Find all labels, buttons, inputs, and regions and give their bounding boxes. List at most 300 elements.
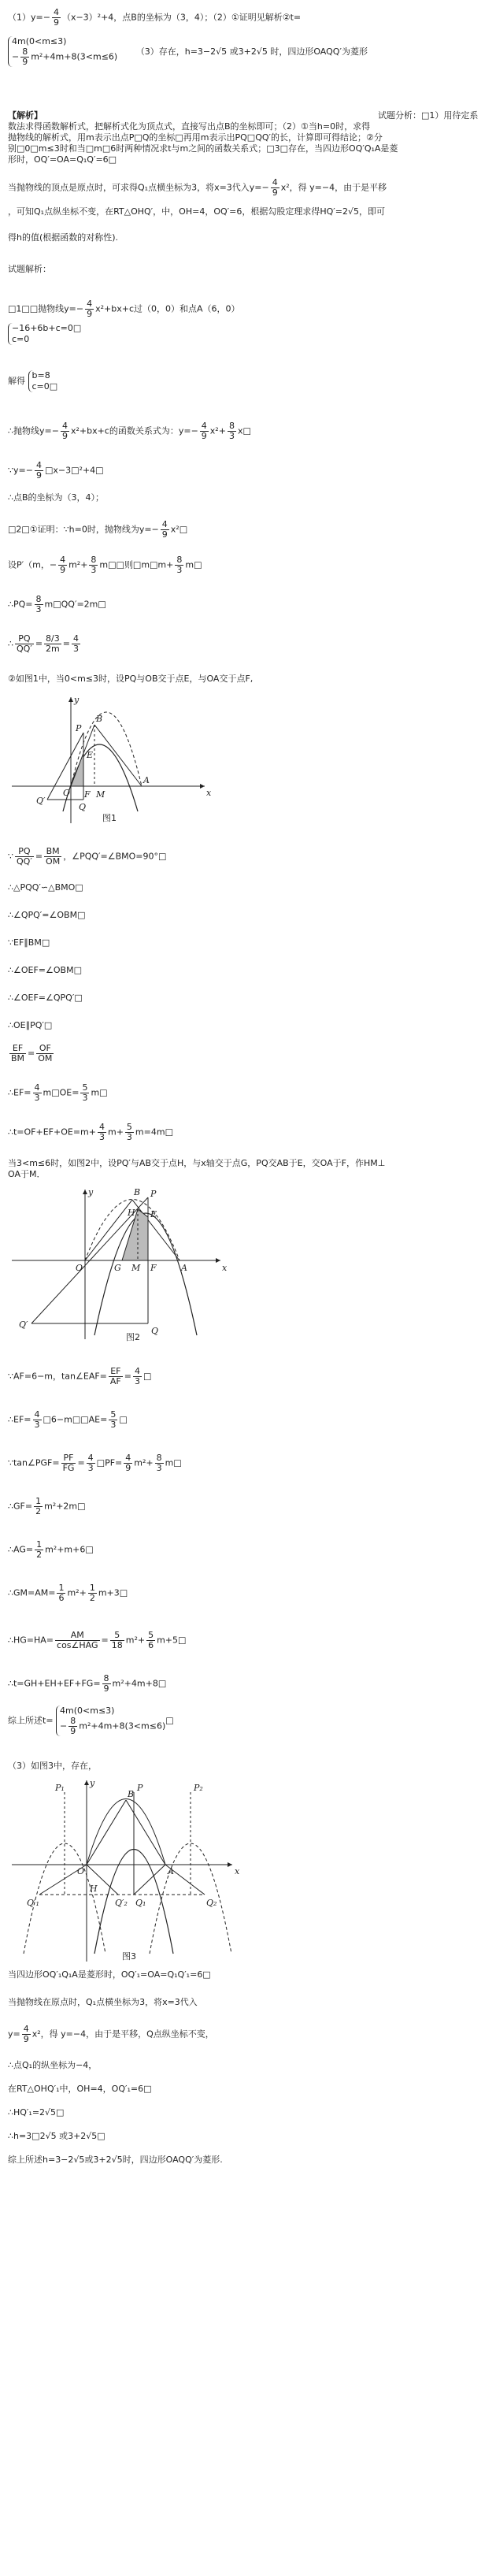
denominator: 18 (111, 1640, 123, 1650)
denominator: 9 (60, 565, 66, 575)
label-x: x (235, 1866, 240, 1876)
label-x: x (206, 788, 212, 798)
numerator: PQ (15, 634, 34, 644)
fraction (35, 1540, 43, 1560)
denominator: 3 (72, 644, 79, 654)
denominator: 2m (46, 644, 60, 654)
answer-line-1 (8, 8, 301, 28)
fraction (161, 520, 169, 540)
sol-text: x²+bx+c过（0，0）和点A（6，0） (95, 303, 240, 314)
case-2: m²+4m+8(3<m≤6) (79, 1720, 166, 1732)
denominator: 2 (89, 1593, 95, 1603)
fraction (58, 555, 67, 575)
denominator: 3 (156, 1463, 162, 1473)
numerator: BM (44, 847, 61, 857)
denominator: 9 (35, 470, 42, 481)
fraction (89, 555, 98, 575)
sol-text: m+5□ (157, 1635, 187, 1646)
piecewise-brace (8, 36, 117, 67)
analysis-line-7 (8, 206, 385, 217)
eq: c=0□ (31, 381, 58, 392)
label-q-prime: Q′ (36, 796, 46, 806)
label-o: O (63, 788, 71, 798)
sol-text: ∵tan∠PGF= (8, 1457, 60, 1468)
sol-text: 综上所述t= (8, 1715, 54, 1726)
numerator: OF (36, 1044, 54, 1054)
numerator: 8 (103, 1673, 109, 1683)
shaded-triangle (71, 753, 83, 786)
segment-ba (126, 1800, 165, 1865)
fraction (72, 634, 80, 654)
parabola-main (87, 1799, 165, 1865)
solution-label (8, 264, 51, 275)
eq: b=8 (31, 370, 50, 380)
sol-text: 综上所述h=3−2√5或3+2√5时，四边形OAQQ′为菱形. (8, 2155, 223, 2165)
sol-text: ∴HG=HA= (8, 1635, 54, 1646)
denominator: 3 (98, 1132, 105, 1142)
denominator: 9 (125, 1463, 131, 1473)
x-arrow (200, 784, 205, 789)
eq: c=0 (12, 334, 30, 344)
sol-text: □ (165, 1715, 174, 1726)
fraction (85, 299, 94, 319)
sol-text: 解得 (8, 376, 25, 386)
label-o: O (77, 1866, 85, 1876)
sol-text: m²+2m□ (44, 1501, 86, 1512)
denominator: 3 (134, 1376, 140, 1386)
sol-step-4 (8, 461, 103, 481)
label-q1: Q₁ (135, 1898, 146, 1908)
fraction (271, 178, 279, 198)
sol-text: m□ (185, 559, 202, 570)
analysis-line-6 (8, 178, 387, 198)
sol-step-15 (8, 965, 82, 976)
label-q-prime: Q′ (19, 1320, 28, 1330)
segment-aq1 (134, 1865, 165, 1895)
denominator: FG (62, 1463, 75, 1473)
numerator: 4 (34, 1409, 40, 1420)
sol-text: m□OE= (43, 1087, 80, 1098)
analysis-line-3 (8, 132, 383, 143)
case-1: 4m(0<m≤3) (12, 36, 67, 46)
denominator: 9 (53, 17, 59, 28)
sol-text: m□QQ′=2m□ (44, 599, 106, 610)
fraction (110, 1631, 124, 1650)
analysis-line-8 (8, 232, 118, 243)
sol-text: = (35, 851, 43, 862)
numerator: 4 (35, 460, 42, 470)
figure-1-caption: 图1 (102, 813, 117, 823)
label-q2: Q₂ (206, 1898, 217, 1908)
analysis-text: 形时，OQ′=OA=Q₁Q′=6□ (8, 154, 117, 165)
fraction (15, 634, 34, 654)
label-f: F (150, 1263, 157, 1273)
label-p1: P₁ (55, 1783, 65, 1793)
analysis-text: 得h的值(根据函数的对称性). (8, 232, 119, 243)
sol-text: ∴点B的坐标为（3，4）； (8, 492, 105, 503)
sol-text: ∴EF= (8, 1414, 31, 1425)
sol-step-26 (8, 1540, 94, 1560)
denominator: 9 (23, 2034, 29, 2044)
denominator: 2 (35, 1506, 42, 1516)
fraction (55, 1631, 100, 1650)
fraction (124, 1453, 132, 1473)
numerator: 8 (176, 555, 183, 565)
sol-text: ∵ (8, 851, 13, 862)
sol-text: ∴点Q₁的纵坐标为−4， (8, 2060, 98, 2070)
y-arrow (83, 1190, 87, 1194)
denominator: OM (46, 856, 61, 867)
fraction (133, 1367, 142, 1386)
denominator: 9 (201, 431, 207, 441)
fraction (102, 1674, 111, 1694)
sol-system-2 (8, 370, 57, 392)
x-arrow (216, 1258, 220, 1263)
numerator: PQ (15, 847, 34, 857)
fraction (20, 47, 29, 67)
denominator: QQ′ (17, 644, 32, 654)
sol-step-22 (8, 1367, 151, 1386)
fraction (88, 1583, 97, 1603)
numerator: 8 (228, 421, 235, 431)
sol-text: = (28, 1048, 35, 1059)
label-a: A (168, 1866, 174, 1876)
label-a: A (143, 775, 150, 785)
answer-text: （x−3）²+4，点B的坐标为（3，4）；（2）①证明见解析②t= (61, 12, 302, 23)
label-f: F (84, 789, 91, 800)
sol-text: ∵AF=6−m，tan∠EAF= (8, 1371, 107, 1382)
sol-step-10 (8, 674, 253, 685)
label-q2-prime: Q′₂ (115, 1898, 128, 1908)
sol-step-13 (8, 910, 85, 921)
figure-2 (8, 1186, 260, 1346)
sol-text: m□ (165, 1457, 182, 1468)
denominator: 3 (35, 604, 42, 614)
fraction (61, 421, 69, 441)
figure-1 (8, 693, 244, 830)
label-b: B (96, 714, 103, 724)
sol-text: m²+ (125, 1635, 146, 1646)
analysis-line-5 (8, 154, 117, 165)
label-y: y (90, 1778, 95, 1788)
fraction (175, 555, 183, 575)
system-brace (8, 323, 81, 345)
numerator: 8 (35, 594, 42, 604)
sol-step-37 (8, 2107, 64, 2118)
numerator: 4 (125, 1453, 131, 1463)
sol-text: ∴抛物线y=− (8, 425, 59, 436)
fraction (33, 1083, 42, 1103)
denominator: 3 (91, 565, 97, 575)
sol-text: ∴t=OF+EF+OE=m+ (8, 1127, 96, 1138)
sol-text: m□□则□m□m+ (99, 559, 174, 570)
sol-text: □6−m□□AE= (43, 1414, 108, 1425)
analysis-text: 当抛物线的顶点是原点时，可求得Q₁点横坐标为3，将x=3代入y=− (8, 182, 269, 193)
denominator: 3 (176, 565, 183, 575)
numerator: 4 (34, 1082, 40, 1093)
label-a: A (181, 1263, 187, 1273)
answer-part-3: （3）存在，h=3−2√5 或3+2√5 时，四边形OAQQ′为菱形 (135, 46, 368, 57)
denominator: QQ′ (17, 856, 32, 867)
sol-text: 当3<m≤6时，如图2中，设PQ′与AB交于点H，与x轴交于点G，PQ交AB于E，交OA于F，作HM⊥ (8, 1158, 386, 1168)
numerator: 1 (89, 1583, 95, 1593)
sol-step-5 (8, 492, 104, 503)
sol-text: ∴HQ′₁=2√5□ (8, 2107, 65, 2118)
sol-step-1 (8, 299, 240, 319)
answer-piecewise (8, 36, 368, 67)
numerator: 5 (126, 1122, 132, 1132)
sol-text: 在RT△OHQ′₁中，OH=4，OQ′₁=6□ (8, 2084, 152, 2094)
sol-text: = (62, 638, 70, 649)
sol-text: ∵y=− (8, 465, 33, 476)
denominator: 9 (103, 1683, 109, 1694)
sol-text: m²+ (68, 559, 88, 570)
fraction (34, 1497, 43, 1516)
denominator: 3 (126, 1132, 132, 1142)
y-arrow (84, 1780, 89, 1785)
label-b: B (128, 1789, 135, 1799)
numerator: 5 (110, 1631, 124, 1641)
numerator: 4 (61, 421, 68, 431)
sol-step-21b (8, 1169, 45, 1180)
label-o: O (76, 1263, 83, 1273)
fraction (44, 634, 61, 654)
sol-step-25 (8, 1497, 86, 1516)
sol-text: = (35, 638, 43, 649)
sol-step-29 (8, 1674, 166, 1694)
sol-text: □1□□抛物线y=− (8, 303, 84, 314)
sol-text: 设P′（m，− (8, 559, 57, 570)
numerator: 8 (22, 46, 28, 57)
sol-text: m□ (91, 1087, 108, 1098)
sol-text: 当四边形OQ′₁Q₁A是菱形时，OQ′₁=OA=Q₁Q′₁=6□ (8, 1969, 211, 1980)
numerator: EF (109, 1367, 123, 1377)
numerator: 4 (272, 177, 278, 187)
label-e: E (150, 1209, 157, 1219)
sol-text: □ (119, 1414, 128, 1425)
numerator: 8 (91, 555, 97, 565)
label-q1-prime: Q′₁ (27, 1898, 39, 1908)
sol-text: m²+4m+8□ (112, 1678, 167, 1689)
sol-step-18 (8, 1044, 55, 1063)
fraction (15, 847, 34, 867)
sol-text: ∴OE∥PQ′□ (8, 1020, 53, 1030)
fraction (9, 1044, 26, 1063)
fraction (35, 595, 43, 614)
sol-text: □PF= (96, 1457, 123, 1468)
y-arrow (68, 697, 73, 702)
sol-text: ∴t=GH+EH+EF+FG= (8, 1678, 101, 1689)
sol-text: ∴PQ= (8, 599, 33, 610)
fraction (109, 1367, 123, 1386)
sol-text: x²，得 y=−4，由于是平移，Q点纵坐标不变， (31, 2029, 214, 2040)
sol-text: ∴△PQQ′∽△BMO□ (8, 882, 83, 893)
denominator: 3 (228, 431, 235, 441)
sol-text: = (77, 1457, 85, 1468)
denominator: BM (11, 1053, 25, 1063)
figure-2-graph (8, 1186, 260, 1343)
sol-text: y= (8, 2029, 20, 2040)
sol-step-12 (8, 882, 83, 893)
fraction (52, 8, 61, 28)
analysis-text: 别□0□m≤3时和当□m□6时两种情况求t与m之间的函数关系式；□3□存在，当四边形OQ′Q₁A是菱 (8, 143, 398, 154)
answer-text: （1）y=− (8, 12, 50, 23)
figure-1-graph (8, 693, 244, 827)
label-q: Q (79, 802, 87, 812)
analysis-text: 数法求得函数解析式，把解析式化为顶点式，直接写出点B的坐标即可；（2）①当h=0时，求得 (8, 121, 371, 132)
fraction (125, 1123, 134, 1142)
numerator: 4 (134, 1366, 140, 1376)
sol-text: OA于M． (8, 1169, 46, 1179)
denominator: 3 (110, 1420, 117, 1430)
label-y: y (88, 1187, 94, 1197)
denominator: 2 (36, 1550, 43, 1560)
analysis-label: 【解析】 (8, 110, 43, 121)
analysis-line-4 (8, 143, 398, 154)
sol-step-38 (8, 2131, 105, 2142)
case-1: 4m(0<m≤3) (60, 1706, 115, 1716)
sol-text: ∴GM=AM= (8, 1587, 56, 1598)
numerator: 5 (82, 1082, 88, 1093)
sol-text: □2□①证明：∵h=0时，抛物线为y=− (8, 524, 159, 535)
numerator: 8 (156, 1453, 162, 1463)
numerator: 4 (201, 421, 207, 431)
sol-text: ∴h=3□2√5 或3+2√5□ (8, 2131, 105, 2141)
analysis-text: x²，得 y=−4，由于是平移 (280, 182, 387, 193)
numerator: PF (61, 1453, 76, 1464)
label-m: M (131, 1263, 141, 1273)
label-q: Q (151, 1326, 159, 1336)
sol-text: x²□ (170, 524, 188, 535)
fraction (155, 1453, 164, 1473)
sol-text: = (101, 1635, 109, 1646)
denominator: OM (38, 1053, 53, 1063)
numerator: 8 (70, 1716, 76, 1726)
sol-step-6 (8, 520, 187, 540)
analysis-line-1 (8, 110, 488, 121)
label-p: P (137, 1783, 143, 1793)
denominator: 9 (161, 529, 168, 540)
sol-step-39 (8, 2155, 223, 2166)
denominator: 9 (22, 57, 28, 67)
sol-text: ，∠PQQ′=∠BMO=90°□ (63, 851, 167, 862)
analysis-line-2 (8, 121, 370, 132)
numerator: 4 (60, 555, 66, 565)
analysis-text: 抛物线的解析式，用m表示出点P□Q的坐标□再用m表示出PQ□QQ′的长，计算即可得结论；②分 (8, 132, 383, 143)
fraction (61, 1453, 76, 1473)
sol-step-31 (8, 1761, 97, 1772)
case-2: m²+4m+8(3<m≤6) (31, 51, 118, 62)
sol-step-8 (8, 595, 106, 614)
sol-step-34 (8, 2025, 214, 2044)
fraction (22, 2025, 31, 2044)
sol-step-23 (8, 1410, 128, 1430)
label-m: M (96, 789, 105, 800)
numerator: 5 (148, 1630, 154, 1640)
denominator: 3 (87, 1463, 94, 1473)
numerator: 4 (87, 299, 93, 309)
label-h: H (90, 1884, 98, 1894)
fraction (87, 1453, 95, 1473)
sol-text: x²+ (209, 425, 226, 436)
denominator: cos∠HAG (57, 1640, 98, 1650)
sol-text: m=4m□ (135, 1127, 173, 1138)
segment-ob (87, 1800, 126, 1865)
sol-text: ∴ (8, 638, 13, 649)
sol-step-36 (8, 2084, 152, 2095)
fraction (36, 1044, 54, 1063)
numerator: AM (55, 1631, 100, 1641)
numerator: 4 (53, 7, 59, 17)
sol-text: ∴AG= (8, 1544, 34, 1555)
figure-3-caption: 图3 (122, 1951, 136, 1962)
figure-3 (8, 1776, 268, 1968)
fraction (80, 1083, 89, 1103)
label-x: x (222, 1263, 228, 1273)
label-p: P (150, 1189, 157, 1199)
fraction (98, 1123, 106, 1142)
sol-step-9 (8, 634, 82, 654)
piecewise-brace (56, 1706, 165, 1736)
sol-text: □ (143, 1371, 152, 1382)
numerator: 1 (58, 1583, 65, 1593)
denominator: 3 (34, 1420, 40, 1430)
fraction (68, 1717, 77, 1736)
numerator: 4 (72, 633, 79, 644)
sol-step-24 (8, 1453, 182, 1473)
eq: −16+6b+c=0□ (12, 323, 82, 333)
denominator: 9 (272, 187, 278, 198)
label-h: H (128, 1208, 135, 1218)
sol-step-3 (8, 421, 251, 441)
sol-text: （3）如图3中，存在， (8, 1761, 97, 1771)
sol-step-11 (8, 847, 166, 867)
sol-step-35 (8, 2060, 97, 2071)
numerator: 8/3 (44, 634, 61, 644)
sol-text: ∴∠OEF=∠QPQ′□ (8, 993, 83, 1003)
fraction (33, 1410, 42, 1430)
denominator: 9 (87, 309, 93, 319)
sol-text: = (124, 1371, 131, 1382)
sol-text: ∴∠QPQ′=∠OBM□ (8, 910, 86, 920)
figure-2-caption: 图2 (126, 1332, 140, 1342)
sol-step-20 (8, 1123, 173, 1142)
sol-step-30 (8, 1706, 174, 1736)
fraction (57, 1583, 65, 1603)
denominator: 9 (70, 1726, 76, 1736)
analysis-text: 试题分析：□1）用待定系 (378, 110, 479, 121)
label-y: y (74, 695, 80, 705)
numerator: 4 (23, 2024, 29, 2034)
sol-step-17 (8, 1020, 52, 1031)
sol-text: x□ (237, 425, 251, 436)
denominator: AF (109, 1376, 121, 1386)
sol-text: m²+ (134, 1457, 154, 1468)
sol-text: m+3□ (98, 1587, 128, 1598)
fraction (109, 1410, 117, 1430)
sol-system-1 (8, 323, 81, 345)
fraction (44, 847, 61, 867)
sol-step-33 (8, 1997, 198, 2008)
solution-label-text: 试题解析： (8, 264, 51, 274)
denominator: 9 (61, 431, 68, 441)
numerator: EF (9, 1044, 26, 1054)
sol-step-16 (8, 993, 83, 1004)
sol-text: ∴∠OEF=∠OBM□ (8, 965, 82, 975)
sol-text: x²+bx+c的函数关系式为：y=− (70, 425, 198, 436)
numerator: 4 (98, 1122, 105, 1132)
analysis-text: ，可知Q₁点纵坐标不变，在RT△OHQ′，中，OH=4，OQ′=6，根据勾股定理求得HQ′=2√5，即可 (8, 206, 385, 217)
